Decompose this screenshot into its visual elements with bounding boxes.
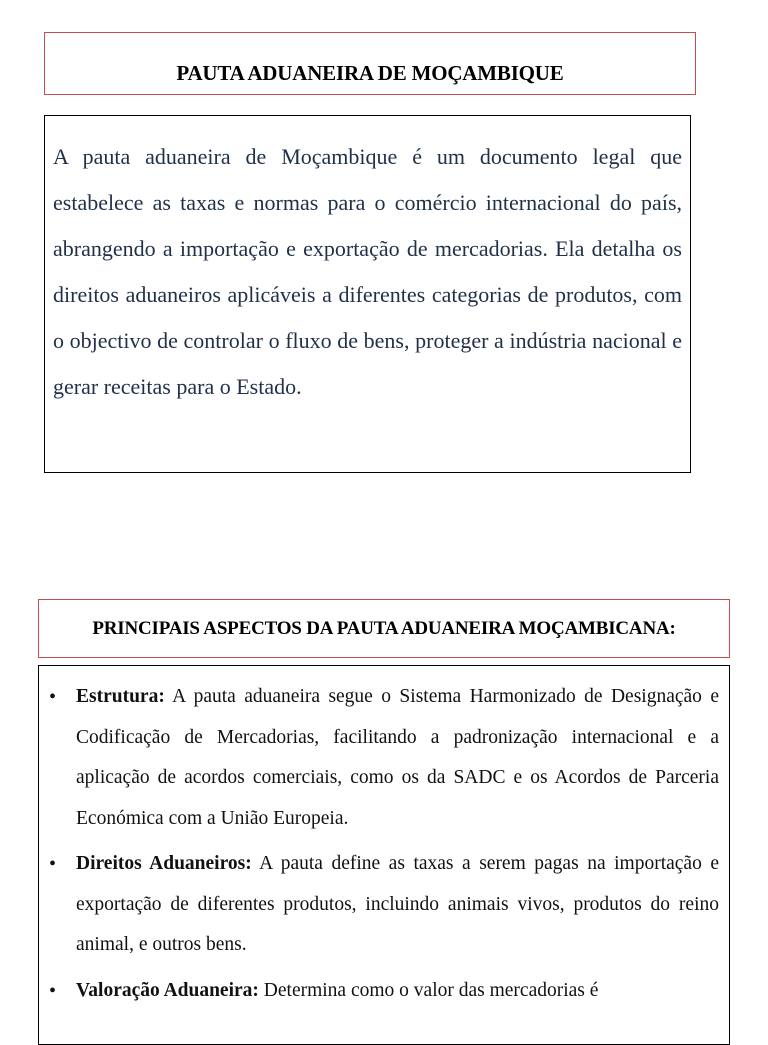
- list-item-term: Valoração Aduaneira:: [76, 979, 259, 1001]
- bullet-icon: •: [49, 853, 57, 875]
- list-item: [49, 971, 719, 1012]
- bullet-icon: •: [49, 979, 57, 1002]
- page-title: PAUTA ADUANEIRA DE MOÇAMBIQUE: [176, 61, 564, 85]
- title-box: [44, 32, 696, 95]
- section-heading-box: [38, 599, 730, 658]
- bullet-icon: •: [49, 686, 57, 708]
- intro-box: [44, 115, 691, 473]
- section-heading: PRINCIPAIS ASPECTOS DA PAUTA ADUANEIRA MOÇAMBICANA:: [92, 617, 676, 639]
- aspects-list-box: [38, 665, 730, 1045]
- list-item-term: Estrutura:: [76, 686, 165, 707]
- list-item-text: A pauta aduaneira segue o Sistema Harmonizado de Designação e Codificação de Mercadorias, facilitando a padronização internacional e a aplicação de acordos comerciais, como os da SADC e os Acordos de Parceria Económica com a União Europeia.: [76, 686, 719, 829]
- list-item-text: A pauta define as taxas a serem pagas na importação e exportação de diferentes produtos, incluindo animais vivos, produtos do reino animal, e outros bens.: [76, 853, 719, 955]
- list-item: [49, 677, 719, 839]
- list-item-text: Determina como o valor das mercadorias é: [258, 979, 599, 1001]
- list-item-term: Direitos Aduaneiros:: [76, 853, 252, 874]
- intro-paragraph: A pauta aduaneira de Moçambique é um documento legal que estabelece as taxas e normas para o comércio internacional do país, abrangendo a importação e exportação de mercadorias. Ela detalha os direitos aduaneiros aplicáveis a diferentes categorias de produtos, com o objectivo de controlar o fluxo de bens, proteger a indústria nacional e gerar receitas para o Estado.: [53, 144, 682, 399]
- aspects-list: [49, 677, 719, 1011]
- list-item: [49, 844, 719, 966]
